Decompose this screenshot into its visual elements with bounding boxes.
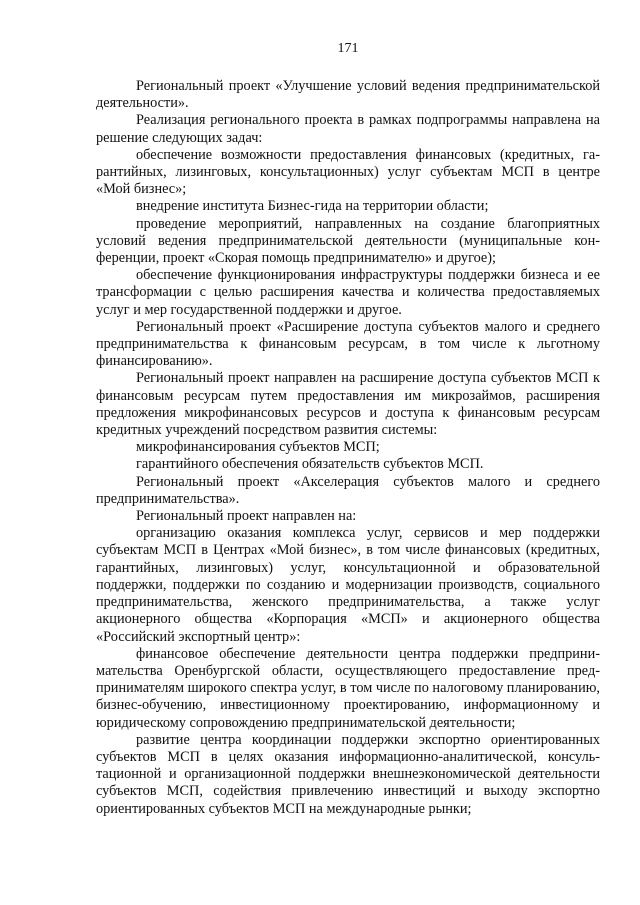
paragraph: развитие центра координации поддержки экспортно ориентированных субъектов МСП в целях оказания информационно-аналитической, консультационной и организационной поддержки внешнеэкономической деятельности субъектов МСП, содействия привлечению инвестиций и выходу экспортно ориентированных субъектов МСП на международные рынки; <box>96 731 600 817</box>
paragraph: финансовое обеспечение деятельности центра поддержки предпринимательства Оренбургской области, осуществляющего предоставление предпринимателям широкого спектра услуг, в том числе по налоговому планированию, бизнес-обучению, инвестиционному проектированию, информационному и юридическому сопровождению предпринимательской деятельности; <box>96 645 600 731</box>
document-body <box>96 78 600 818</box>
paragraph: микрофинансирования субъектов МСП; <box>136 439 380 456</box>
paragraph: Региональный проект «Расширение доступа субъектов малого и среднего предпринимательства к финансовым ресурсам, в том числе к льготному финансированию». <box>96 318 600 370</box>
paragraph: внедрение института Бизнес-гида на территории области; <box>136 198 489 215</box>
paragraph: Региональный проект направлен на расширение доступа субъектов МСП к финансовым ресурсам путем предоставления им микрозаймов, расширения предложения микрофинансовых ресурсов и доступа к финансовым ресурсам кредитных учреждений посредством развития системы: <box>96 370 600 439</box>
paragraph: обеспечение функционирования инфраструктуры поддержки бизнеса и ее трансформации с целью расширения качества и количества предоставляемых услуг и мер государственной поддержки и другое. <box>96 267 600 318</box>
paragraph: Региональный проект «Акселерация субъектов малого и среднего предпринимательства». <box>96 473 600 507</box>
paragraph: гарантийного обеспечения обязательств субъектов МСП. <box>136 456 484 473</box>
paragraph: Региональный проект «Улучшение условий ведения предпринимательской деятельности». <box>96 78 600 112</box>
paragraph: Реализация регионального проекта в рамках подпрограммы направлена на решение следующих задач: <box>96 112 600 146</box>
paragraph: Региональный проект направлен на: <box>136 508 357 525</box>
paragraph: проведение мероприятий, направленных на создание благоприятных условий ведения предпринимательской деятельности (муниципальные конференции, проект «Скорая помощь предпринимателю» и другое); <box>96 215 600 267</box>
paragraph: обеспечение возможности предоставления финансовых (кредитных, гарантийных, лизинговых, консультационных) услуг субъектам МСП в центре «Мой бизнес»; <box>96 146 600 198</box>
paragraph: организацию оказания комплекса услуг, сервисов и мер поддержки субъектам МСП в Центрах «Мой бизнес», в том числе финансовых (кредитных, гарантийных, лизинговых) услуг, консультационной и образовательной поддержки, поддержки по созданию и модернизации производств, социального предпринимательства, женского предпринимательства, а также услуг акционерного общества «Корпорация «МСП» и акционерного общества «Российский экспортный центр»: <box>96 525 600 645</box>
page-number: 171 <box>337 41 359 56</box>
